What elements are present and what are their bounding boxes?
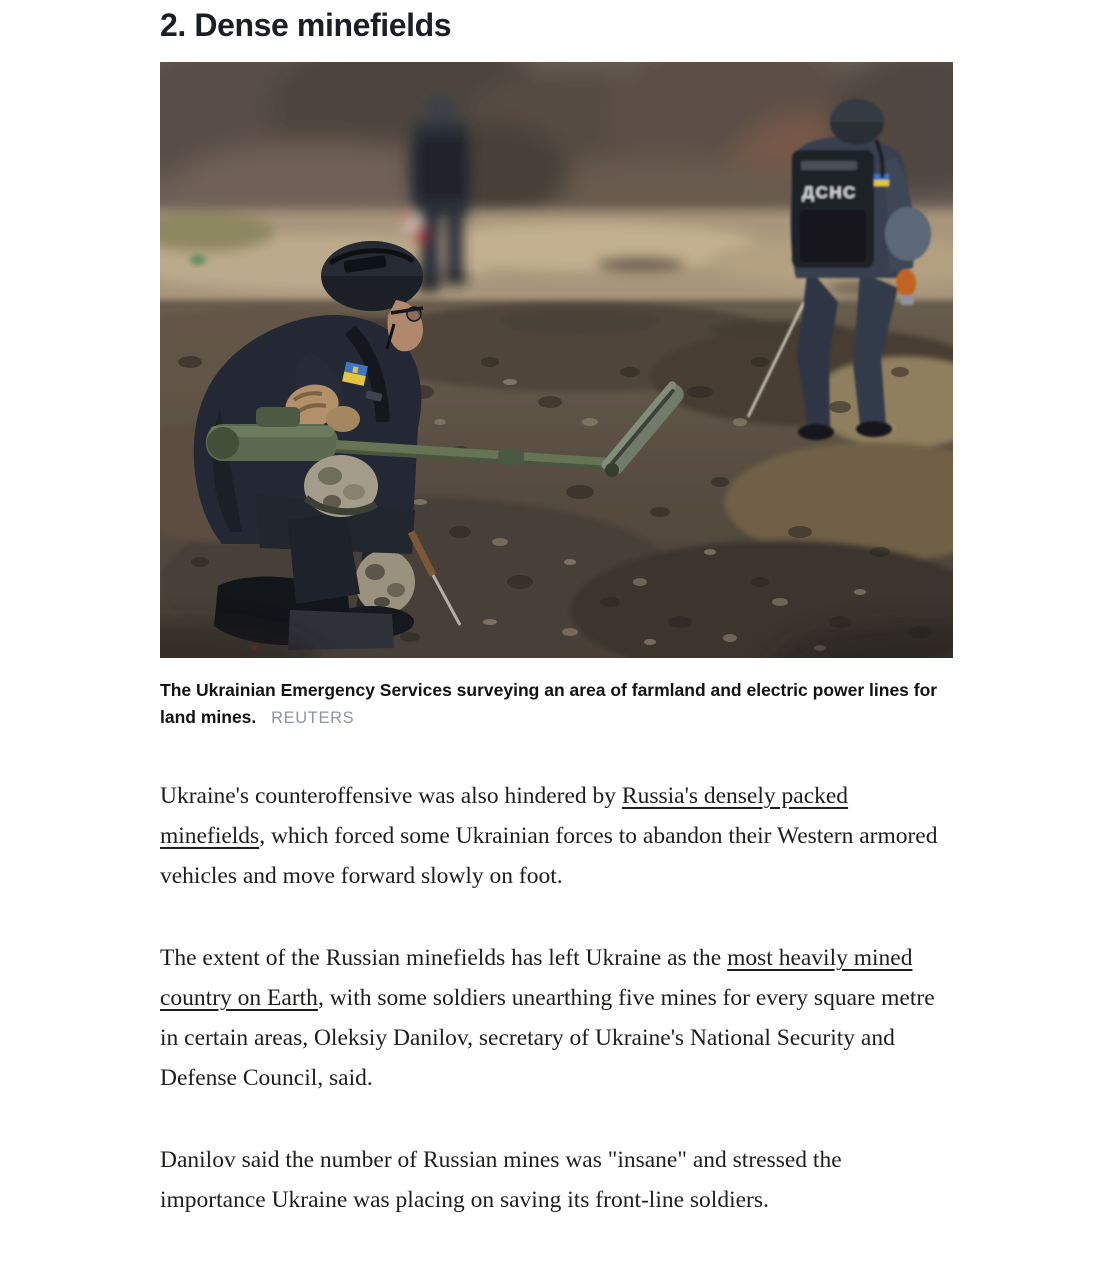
- orange-glove: [896, 269, 916, 297]
- article-figure: [160, 62, 953, 732]
- carried-bundle: [885, 207, 931, 261]
- paragraph-1-text: Ukraine's counteroffensive was also hindered by: [160, 783, 622, 809]
- inline-link-minefields[interactable]: Russia's densely packed minefields: [160, 783, 849, 849]
- inline-link-most-mined-country[interactable]: most heavily mined country on Earth: [160, 945, 913, 1011]
- boot: [856, 421, 892, 437]
- paragraph-3: [160, 1140, 953, 1220]
- photo-caption: The Ukrainian Emergency Services surveying an area of farmland and electric power lines for land mines.: [160, 680, 938, 727]
- article-content: [160, 0, 953, 1220]
- green-debris: [190, 255, 206, 265]
- section-heading: 2. Dense minefields: [160, 7, 452, 43]
- photo-credit: REUTERS: [271, 709, 355, 727]
- paragraph-2-text: , with some soldiers unearthing five mines for every square metre in certain areas, Oleksiy Danilov, secretary of Ukraine's National Security and Defense Council, said.: [160, 985, 935, 1091]
- vest-label-text: ДСНС: [802, 183, 857, 202]
- paragraph-2-text: The extent of the Russian minefields has left Ukraine as the: [160, 945, 728, 971]
- paragraph-1-text: , which forced some Ukrainian forces to abandon their Western armored vehicles and move forward slowly on foot.: [160, 823, 938, 889]
- minefield-photo: [160, 62, 953, 658]
- boot: [798, 424, 834, 440]
- paragraph-1: [160, 776, 953, 896]
- photo-caption-row: [160, 677, 953, 732]
- paragraph-3-text: Danilov said the number of Russian mines was "insane" and stressed the importance Ukraine was placing on saving its front-line soldiers.: [160, 1147, 842, 1213]
- deminers-photo-illustration: [160, 62, 953, 658]
- paragraph-2: [160, 938, 953, 1098]
